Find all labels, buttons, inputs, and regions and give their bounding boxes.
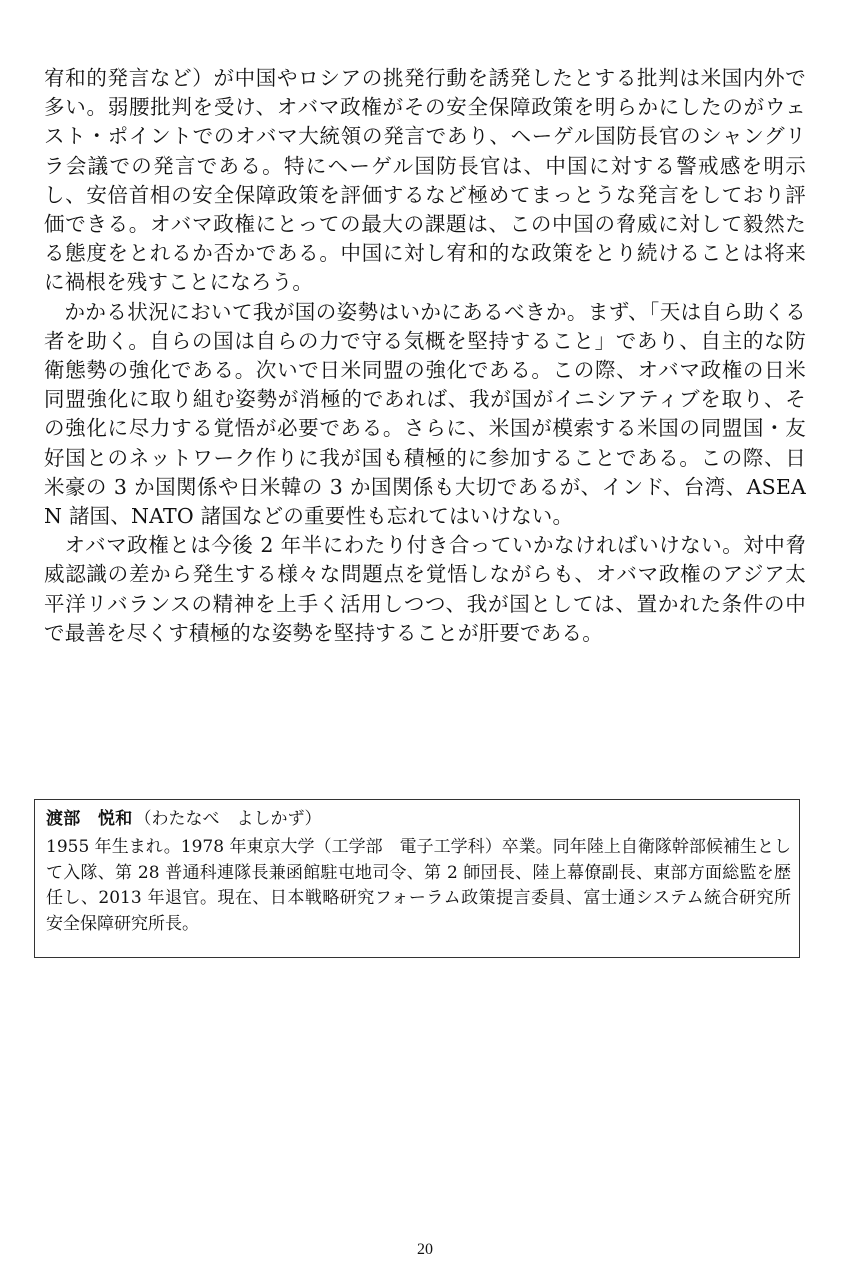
author-bio-heading: [46, 807, 791, 831]
author-bio-box: [34, 799, 808, 958]
author-name-reading: （わたなべ よしかず）: [134, 809, 322, 829]
article-body: [44, 64, 806, 648]
article-paragraph-2: かかる状況において我が国の姿勢はいかにあるべきか。まず、「天は自ら助くる者を助く。自らの国は自らの力で守る気概を堅持すること」であり、自主的な防衛態勢の強化である。次いで日米同盟の強化である。この際、オバマ政権の日米同盟強化に取り組む姿勢が消極的であれば、我が国がイニシアティブを取り、その強化に尽力する覚悟が必要である。さらに、米国が模索する米国の同盟国・友好国とのネットワーク作りに我が国も積極的に参加することである。この際、日米豪の 3 か国関係や日米韓の 3 か国関係も大切であるが、インド、台湾、ASEAN 諸国、NATO 諸国などの重要性も忘れてはいけない。: [44, 299, 806, 529]
author-name: 渡部 悦和: [46, 809, 133, 829]
page-number: 20: [417, 1241, 433, 1258]
author-bio-text: 1955 年生まれ。1978 年東京大学（工学部 電子工学科）卒業。同年陸上自衛隊幹部候補生として入隊、第 28 普通科連隊長兼函館駐屯地司令、第 2 師団長、陸上幕僚副長、東部方面総監を歴任し、2013 年退官。現在、日本戦略研究フォーラム政策提言委員、富士通システム統合研究所 安全保障研究所長。: [46, 837, 808, 934]
article-paragraph-1: 宥和的発言など）が中国やロシアの挑発行動を誘発したとする批判は米国内外で多い。弱腰批判を受け、オバマ政権がその安全保障政策を明らかにしたのがウェスト・ポイントでのオバマ大統領の発言であり、ヘーゲル国防長官のシャングリラ会議での発言である。特にヘーゲル国防長官は、中国に対する警戒感を明示し、安倍首相の安全保障政策を評価するなど極めてまっとうな発言をしており評価できる。オバマ政権にとっての最大の課題は、この中国の脅威に対して毅然たる態度をとれるか否かである。中国に対し宥和的な政策をとり続けることは将来に禍根を残すことになろう。: [44, 66, 806, 295]
article-paragraph-3: オバマ政権とは今後 2 年半にわたり付き合っていかなければいけない。対中脅威認識の差から発生する様々な問題点を覚悟しながらも、オバマ政権のアジア太平洋リバランスの精神を上手く活用しつつ、我が国としては、置かれた条件の中で最善を尽くす積極的な姿勢を堅持することが肝要である。: [44, 533, 806, 645]
